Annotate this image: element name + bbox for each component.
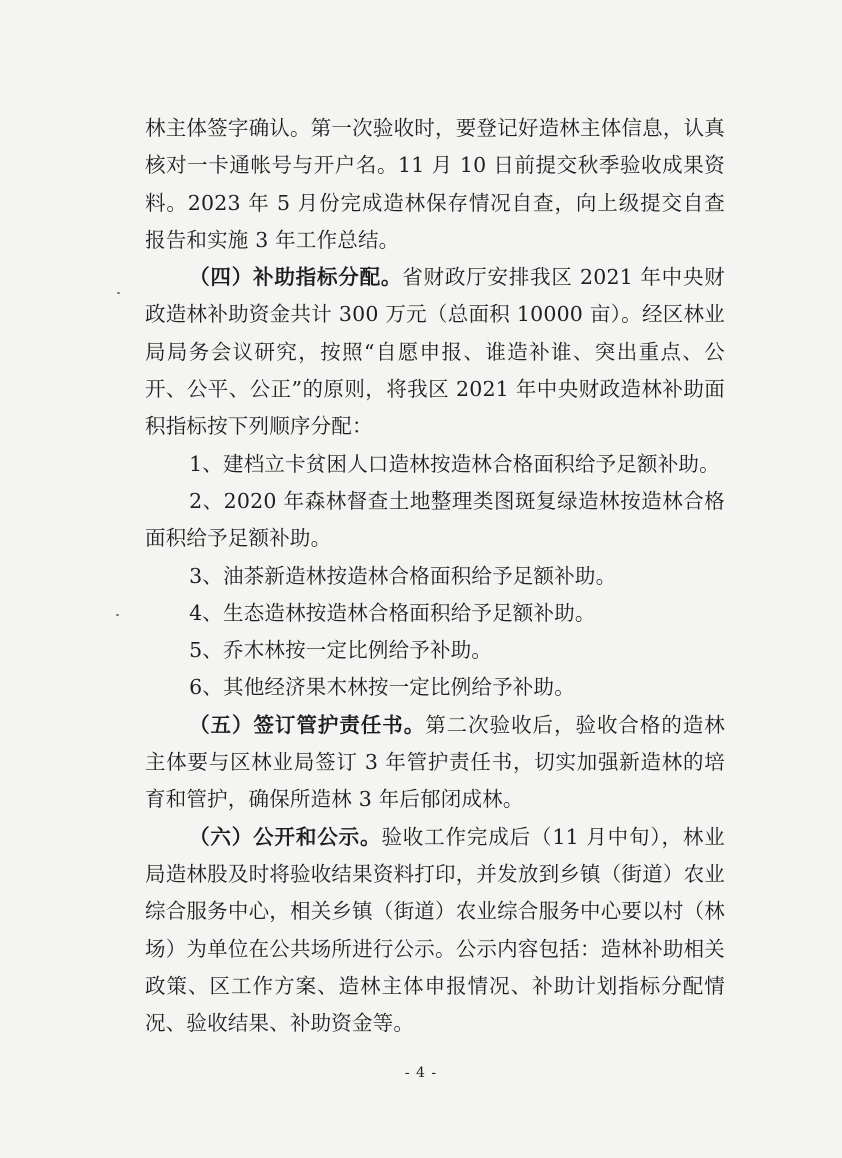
section-4-body: 省财政厅安排我区 2021 年中央财政造林补助资金共计 300 万元（总面积 10000 亩）。经区林业局局务会议研究，按照“自愿申报、谁造补谁、突出重点、公开、公平、公正”的原则，将我区 2021 年中央财政造林补助面积指标按下列顺序分配： (145, 265, 725, 439)
section-4-paragraph (145, 259, 725, 445)
list-item: 5、乔木林按一定比例给予补助。 (189, 638, 493, 663)
section-5-body: 第二次验收后，验收合格的造林主体要与区林业局签订 3 年管护责任书，切实加强新造林的培育和管护，确保所造林 3 年后郁闭成林。 (145, 712, 725, 812)
scan-speck (116, 614, 119, 616)
section-6-body: 验收工作完成后（11 月中旬），林业局造林股及时将验收结果资料打印，并发放到乡镇（街道）农业综合服务中心，相关乡镇（街道）农业综合服务中心要以村（林场）为单位在公共场所进行公示。公示内容包括：造林补助相关政策、区工作方案、造林主体申报情况、补助计划指标分配情况、验收结果、补助资金等。 (145, 824, 725, 1036)
list-item: 6、其他经济果木林按一定比例给予补助。 (189, 675, 575, 700)
list-item: 2、2020 年森林督查土地整理类图斑复绿造林按造林合格面积给予足额补助。 (145, 488, 725, 551)
scan-speck (117, 292, 120, 294)
list-item: 1、建档立卡贫困人口造林按造林合格面积给予足额补助。 (189, 451, 720, 476)
section-6-paragraph (145, 819, 725, 1043)
section-5-paragraph (145, 707, 725, 819)
list-item: 3、油茶新造林按造林合格面积给予足额补助。 (189, 563, 617, 588)
section-4-heading: （四）补助指标分配。 (189, 265, 403, 290)
document-body (145, 110, 725, 1042)
section-5-heading: （五）签订管护责任书。 (189, 712, 426, 737)
paragraph-continued: 林主体签字确认。第一次验收时，要登记好造林主体信息，认真核对一卡通帐号与开户名。11 月 10 日前提交秋季验收成果资料。2023 年 5 月份完成造林保存情况自查，向上级提交自查报告和实施 3 年工作总结。 (145, 116, 725, 252)
list-item: 4、生态造林按造林合格面积给予足额补助。 (189, 600, 596, 625)
section-6-heading: （六）公开和公示。 (189, 824, 382, 849)
page-number: - 4 - (404, 1065, 438, 1081)
